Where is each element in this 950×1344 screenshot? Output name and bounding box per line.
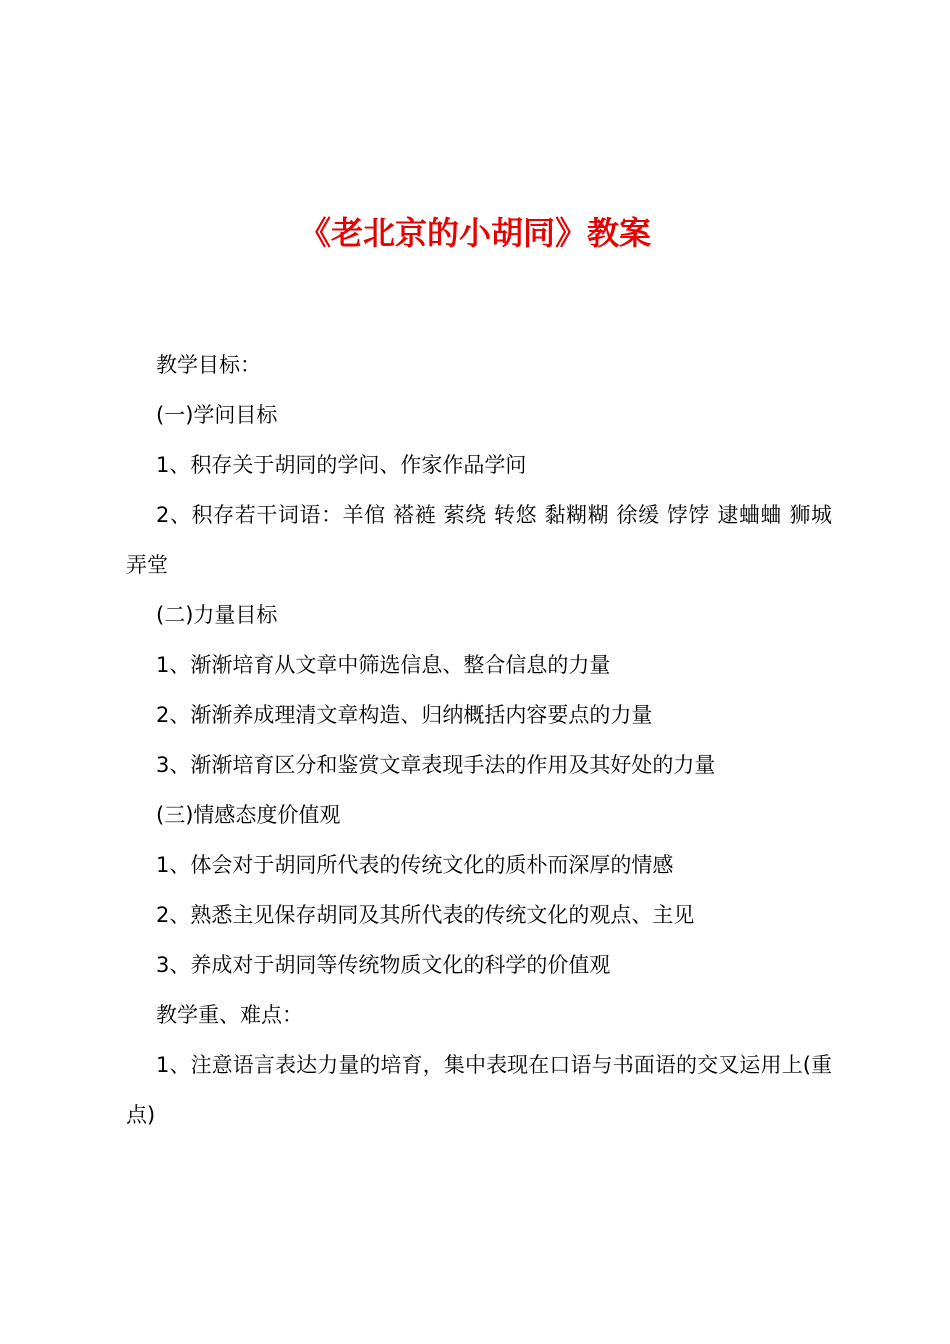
paragraph: 1、积存关于胡同的学问、作家作品学问 xyxy=(156,453,527,477)
paragraph: 教学目标： xyxy=(156,353,261,377)
paragraph: 3、养成对于胡同等传统物质文化的科学的价值观 xyxy=(156,953,611,977)
document-title: 《老北京的小胡同》教案 xyxy=(298,214,651,252)
paragraph: (一)学问目标 xyxy=(156,403,278,427)
paragraph: 2、熟悉主见保存胡同及其所代表的传统文化的观点、主见 xyxy=(156,903,695,927)
paragraph: 3、渐渐培育区分和鉴赏文章表现手法的作用及其好处的力量 xyxy=(156,753,716,777)
paragraph: 1、体会对于胡同所代表的传统文化的质朴而深厚的情感 xyxy=(156,853,674,877)
paragraph: 2、渐渐养成理清文章构造、归纳概括内容要点的力量 xyxy=(156,703,653,727)
document-body xyxy=(126,340,832,1140)
paragraph: (二)力量目标 xyxy=(156,603,278,627)
paragraph: 1、注意语言表达力量的培育，集中表现在口语与书面语的交叉运用上(重点) xyxy=(126,1053,832,1127)
paragraph: 教学重、难点： xyxy=(156,1003,303,1027)
paragraph: 2、积存若干词语：羊倌 褡裢 萦绕 转悠 黏糊糊 徐缓 饽饽 逮蛐蛐 狮城 弄堂 xyxy=(126,503,832,577)
paragraph: (三)情感态度价值观 xyxy=(156,803,341,827)
paragraph: 1、渐渐培育从文章中筛选信息、整合信息的力量 xyxy=(156,653,611,677)
